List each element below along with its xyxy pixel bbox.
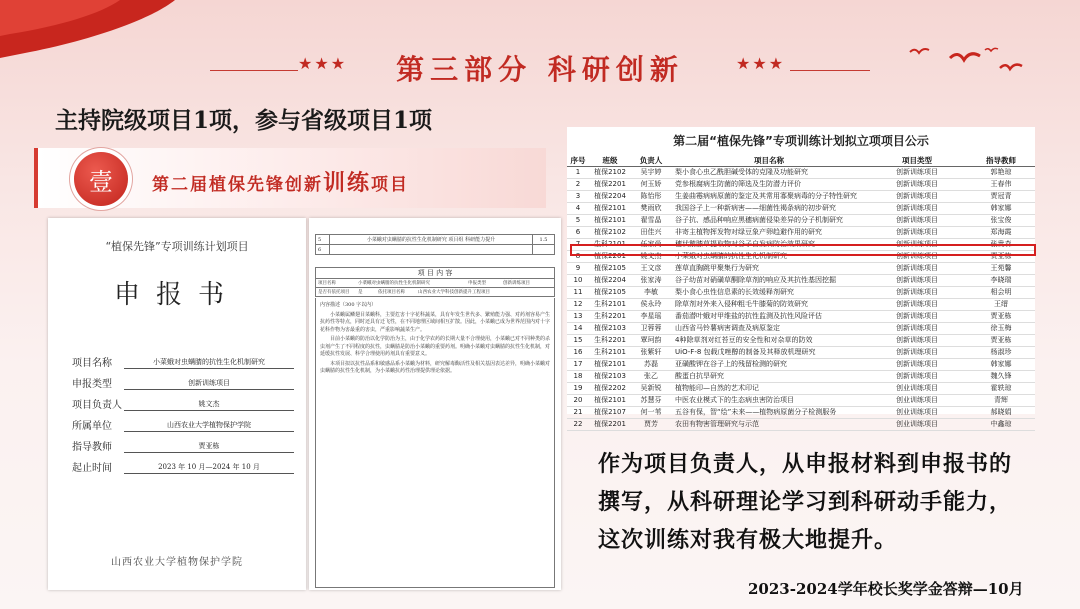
table-cell: 创新训练项目 [867, 263, 967, 275]
field-label: 申报类型 [72, 379, 112, 390]
field-label: 指导教师 [72, 442, 112, 453]
cover-footer: 山西农业大学植物保护学院 [111, 557, 243, 568]
table-cell: 18 [567, 371, 589, 383]
table-cell: 植保2105 [589, 287, 631, 299]
table-cell: 贾冠青 [967, 191, 1035, 203]
table-row [567, 359, 1035, 371]
table-cell: 生科2101 [589, 299, 631, 311]
cover-field [72, 390, 294, 411]
table-cell: 张家涛 [631, 275, 671, 287]
table-cell: 8 [567, 251, 589, 263]
table-cell: 徐玉梅 [967, 323, 1035, 335]
form-cell: 创新训练项目 [503, 281, 530, 286]
form-cell: 6 [316, 245, 330, 255]
cover-field [72, 453, 294, 474]
table-cell: 梨小食心虫乙酰胆碱受体的克隆及功能研究 [671, 167, 867, 179]
table-cell: 樊雨欣 [631, 203, 671, 215]
table-cell: 韩家娜 [967, 203, 1035, 215]
table-cell: 创新训练项目 [867, 371, 967, 383]
table-cell: 贾亚栋 [967, 251, 1035, 263]
field-label: 所属单位 [72, 421, 112, 432]
table-cell: 吴新锐 [631, 383, 671, 395]
table-cell: 创新训练项目 [867, 299, 967, 311]
table-cell: 植物能印—自然的艺术印记 [671, 383, 867, 395]
table-cell: 酸蛋白抗旱研究 [671, 371, 867, 383]
table-cell: 任家尚 [631, 239, 671, 251]
table-cell: 魏久锋 [967, 371, 1035, 383]
table-title: 第二届“植保先锋”专项训练计划拟立项项目公示 [673, 134, 929, 148]
table-cell: 除草剂对外来入侵种粗毛牛膝菊的防效研究 [671, 299, 867, 311]
table-cell: 2 [567, 179, 589, 191]
table-cell: 何玉娇 [631, 179, 671, 191]
table-cell: 贾芳 [631, 419, 671, 431]
table-cell: 植保2101 [589, 203, 631, 215]
table-row [567, 383, 1035, 395]
table-cell: 创新训练项目 [867, 359, 967, 371]
project-table [567, 155, 1035, 431]
field-value: 山西农业大学植物保护学院 [124, 420, 294, 432]
table-cell: 苏磊 [631, 359, 671, 371]
table-cell: 青辉 [967, 395, 1035, 407]
table-cell: 1 [567, 167, 589, 179]
table-cell: 农田有物害管理研究与示范 [671, 419, 867, 431]
section-title-text: 第三部分 科研创新 [396, 53, 684, 86]
table-row [567, 407, 1035, 419]
table-cell: 生姜曲霉病病原菌的鉴定及其常用寡聚病毒的分子特性研究 [671, 191, 867, 203]
table-cell: 卫蓉蓉 [631, 323, 671, 335]
application-cover-document [48, 218, 306, 590]
content-paragraph: 小菜蛾属鳞翅目菜蛾科，主要危害十字花科蔬菜，具有年发生世代多、繁殖能力强、对药剂容易产生抗药性等特点，同时还具有迁飞性，在不同地理区域间相互扩散。因此，小菜蛾已成为世界范围内对十字花科作物为害最重的害虫，严重影响蔬菜生产。 [320, 311, 551, 333]
table-cell: 李敏 [631, 287, 671, 299]
table-cell: 张紫轩 [631, 347, 671, 359]
table-cell: 贾亚栋 [967, 335, 1035, 347]
birds-decoration [890, 40, 1040, 90]
cover-field [72, 411, 294, 432]
form-cell: 山西农业大学科技创新提升工程项目 [418, 290, 490, 295]
table-cell: 中医农业模式下的生态病虫害防治项目 [671, 395, 867, 407]
table-cell: 郭艳琼 [967, 167, 1035, 179]
table-cell: 4种除草剂对红苔豆的安全性和对杂草的防效 [671, 335, 867, 347]
table-cell: 王苑馨 [967, 263, 1035, 275]
field-value: 贾亚栋 [124, 441, 294, 453]
table-cell: 创新训练项目 [867, 179, 967, 191]
table-cell: 我国谷子上一种新病害——细菌性褐条病的初步研究 [671, 203, 867, 215]
banner-suffix: 项目 [371, 175, 410, 195]
table-cell: 陈怡彤 [631, 191, 671, 203]
table-cell: 中鑫琼 [967, 419, 1035, 431]
table-cell: 创新训练项目 [867, 323, 967, 335]
form-section-head: 项 目 内 容 [315, 267, 555, 279]
form-top-table [315, 234, 555, 255]
form-cell: 是 [358, 290, 363, 295]
table-cell: 植保2103 [589, 371, 631, 383]
table-cell: 张宝俊 [967, 215, 1035, 227]
stars-right: ★★★ [736, 54, 786, 73]
table-cell: 韩家娜 [967, 359, 1035, 371]
table-cell: 创新训练项目 [867, 311, 967, 323]
cover-field [72, 348, 294, 369]
table-cell: 霍轶琼 [967, 383, 1035, 395]
table-cell: 植保2101 [589, 215, 631, 227]
form-cell: 1.5 [533, 235, 555, 245]
form-cell [533, 245, 555, 255]
table-cell: 王缙 [967, 299, 1035, 311]
number-badge: 壹 [74, 152, 128, 206]
table-cell: 创新训练项目 [867, 347, 967, 359]
table-cell: 生科2201 [589, 335, 631, 347]
column-header: 项目名称 [671, 155, 867, 167]
table-cell: 贾亚栋 [967, 311, 1035, 323]
table-cell: 创新训练项目 [867, 191, 967, 203]
table-cell: 非寄主植物挥发物对绿豆象产卵趋避作用的研究 [671, 227, 867, 239]
table-cell: 植保2201 [589, 179, 631, 191]
section-banner [34, 148, 546, 208]
table-cell: 植保2201 [589, 419, 631, 431]
table-cell: 苏慧芬 [631, 395, 671, 407]
table-row [567, 287, 1035, 299]
table-row [567, 191, 1035, 203]
table-cell: 王文彦 [631, 263, 671, 275]
field-label: 项目名称 [72, 358, 112, 369]
form-cell: 申报类型 [468, 281, 486, 286]
table-cell: 13 [567, 311, 589, 323]
cover-field [72, 432, 294, 453]
table-row [567, 215, 1035, 227]
table-cell: 亚磺酸钾在谷子上的残留检测的研究 [671, 359, 867, 371]
table-cell: UiO-F-8 包载戊唑醇的制备及其释放机理研究 [671, 347, 867, 359]
table-cell: 翟雪晶 [631, 215, 671, 227]
table-cell: 植保2102 [589, 167, 631, 179]
table-cell: 20 [567, 395, 589, 407]
table-cell: 植保2204 [589, 191, 631, 203]
table-cell: 17 [567, 359, 589, 371]
table-cell: 植保2101 [589, 359, 631, 371]
table-cell: 梨小食心虫性信息素的长效缓释剂研究 [671, 287, 867, 299]
table-cell: 创新训练项目 [867, 239, 967, 251]
content-paragraph: 本项目拟以抗性品系和敏感品系小菜蛾为材料，研究解毒酶活性及相关基因表达差异，明确小菜蛾对虫螨腈的抗性生化机制，为小菜蛾抗药性治理提供理论依据。 [320, 360, 551, 374]
table-cell: 9 [567, 263, 589, 275]
table-row [567, 347, 1035, 359]
banner-text [152, 166, 409, 197]
table-row [567, 323, 1035, 335]
table-cell: 4 [567, 203, 589, 215]
form-row [315, 279, 555, 288]
table-cell: 田佳兴 [631, 227, 671, 239]
table-cell: 3 [567, 191, 589, 203]
table-cell: 创新训练项目 [867, 227, 967, 239]
table-cell: 相会明 [967, 287, 1035, 299]
table-cell: 植保2202 [589, 383, 631, 395]
table-cell: 创业训练项目 [867, 407, 967, 419]
table-cell: 11 [567, 287, 589, 299]
form-cell: 小菜蛾对虫螨腈的抗性生化机制研究 项目组 科研能力提升 [330, 235, 533, 245]
table-cell: 5 [567, 215, 589, 227]
table-cell: 生科2201 [589, 311, 631, 323]
table-cell: 侯永玲 [631, 299, 671, 311]
table-cell: 五谷有保，智“绘”未来——植物病原菌分子检测服务 [671, 407, 867, 419]
field-value: 创新训练项目 [124, 378, 294, 390]
table-cell: 创新训练项目 [867, 275, 967, 287]
table-cell: 创新训练项目 [867, 335, 967, 347]
table-cell: 植保2105 [589, 263, 631, 275]
table-row [567, 275, 1035, 287]
table-row [567, 263, 1035, 275]
table-cell: 10 [567, 275, 589, 287]
title-line-left [210, 70, 298, 71]
table-cell: 张贵森 [967, 239, 1035, 251]
table-cell: 植保2102 [589, 227, 631, 239]
table-header-row [567, 155, 1035, 167]
table-cell: 7 [567, 239, 589, 251]
form-row [315, 288, 555, 297]
table-cell: 王春伟 [967, 179, 1035, 191]
table-cell: 山西省马铃薯病害调查及病原鉴定 [671, 323, 867, 335]
table-cell: 植保2107 [589, 407, 631, 419]
table-row [567, 227, 1035, 239]
column-header: 负责人 [631, 155, 671, 167]
highlight-box [570, 244, 1036, 256]
table-cell: 姚文杰 [631, 251, 671, 263]
table-cell: 创新训练项目 [867, 215, 967, 227]
table-row [567, 395, 1035, 407]
table-cell: 番茄潜叶蛾对甲维盐的抗性监测及抗性风险评估 [671, 311, 867, 323]
table-cell: 郝晓娟 [967, 407, 1035, 419]
application-content-document [309, 218, 561, 590]
field-value: 2023 年 10 月—2024 年 10 月 [124, 462, 294, 474]
page-subtitle: 主持院级项目1项，参与省级项目1项 [55, 107, 433, 134]
stars-left: ★★★ [298, 54, 348, 73]
form-cell: 依托项目名称 [378, 290, 405, 295]
table-cell: 生科2101 [589, 347, 631, 359]
column-header: 序号 [567, 155, 589, 167]
table-cell: 创业训练项目 [867, 383, 967, 395]
table-cell: 创新训练项目 [867, 287, 967, 299]
form-cell [330, 245, 533, 255]
table-row [567, 179, 1035, 191]
table-row [567, 419, 1035, 431]
cover-fields [72, 348, 294, 474]
table-cell: 14 [567, 323, 589, 335]
field-value: 小菜蛾对虫螨腈的抗性生化机制研究 [124, 357, 294, 369]
table-row [567, 371, 1035, 383]
table-cell: 何一苇 [631, 407, 671, 419]
table-row [567, 335, 1035, 347]
table-cell: 杨淑珍 [967, 347, 1035, 359]
form-cell: 小菜蛾对虫螨腈的抗性生化机制研究 [358, 281, 430, 286]
cover-field [72, 369, 294, 390]
column-header: 项目类型 [867, 155, 967, 167]
table-cell: 22 [567, 419, 589, 431]
table-cell: 生科2101 [589, 239, 631, 251]
table-cell: 15 [567, 335, 589, 347]
banner-prefix: 第二届植保先锋创新 [152, 175, 323, 195]
table-cell: 郑海霞 [967, 227, 1035, 239]
table-cell: 6 [567, 227, 589, 239]
table-cell: 植保2201 [589, 251, 631, 263]
table-cell: 张乙 [631, 371, 671, 383]
table-cell: 16 [567, 347, 589, 359]
table-cell: 穗状鹅膝草提取物对谷子白发病防治效果研究 [671, 239, 867, 251]
column-header: 班级 [589, 155, 631, 167]
content-label: 内容描述（300 字以内） [320, 302, 377, 308]
table-cell: 李星瑶 [631, 311, 671, 323]
table-cell: 植保2103 [589, 323, 631, 335]
table-cell: 12 [567, 299, 589, 311]
table-cell: 覃珂韵 [631, 335, 671, 347]
table-row [567, 311, 1035, 323]
table-cell: 小菜蛾对虫螨腈的抗性生化机制研究 [671, 251, 867, 263]
table-cell: 植保2204 [589, 275, 631, 287]
summary-quote: 作为项目负责人，从申报材料到申报书的撰写，从科研理论学习到科研动手能力，这次训练对我有极大地提升。 [598, 451, 1013, 553]
field-label: 项目负责人 [72, 400, 122, 411]
field-label: 起止时间 [72, 463, 112, 474]
cover-title: 申报书 [113, 280, 240, 310]
table-row [567, 167, 1035, 179]
column-header: 指导教师 [967, 155, 1035, 167]
footer-caption: 2023-2024学年校长奖学金答辩—10月 [748, 580, 1024, 598]
cover-header: “植保先锋”专项训练计划项目 [105, 240, 249, 253]
table-cell: 植保2101 [589, 395, 631, 407]
field-value: 姚文杰 [124, 399, 294, 411]
table-cell: 党参根腐病生防菌的筛选及生防潜力评价 [671, 179, 867, 191]
table-cell: 创新训练项目 [867, 203, 967, 215]
table-row [567, 203, 1035, 215]
table-cell: 谷子幼苗对硝磺草酮除草剂的响应及其抗性基因挖掘 [671, 275, 867, 287]
table-row [567, 299, 1035, 311]
banner-emphasis: 训练 [323, 170, 372, 196]
table-cell: 创业训练项目 [867, 419, 967, 431]
table-cell: 创新训练项目 [867, 167, 967, 179]
form-content-body [315, 298, 555, 588]
form-cell: 项目名称 [318, 281, 336, 286]
form-cell: 是否有依托项目 [318, 290, 350, 295]
table-cell: 莲草直胸跳甲聚集行为研究 [671, 263, 867, 275]
table-cell: 谷子抗、感品种响应黑穗病菌侵染差异的分子机制研究 [671, 215, 867, 227]
title-line-right [790, 70, 870, 71]
table-cell: 创新训练项目 [867, 251, 967, 263]
table-cell: 21 [567, 407, 589, 419]
table-cell: 吴宇婷 [631, 167, 671, 179]
table-cell: 李晓瑞 [967, 275, 1035, 287]
table-cell: 创业训练项目 [867, 395, 967, 407]
form-cell: 5 [316, 235, 330, 245]
content-paragraph: 目前小菜蛾的防治以化学防治为主，由于化学农药的长期大量不合理使用，小菜蛾已对不同种类的杀虫剂产生了不同程度的抗性，虫螨腈是防治小菜蛾的重要药剂。明确小菜蛾对虫螨腈的抗性生化机制，对延缓抗性发展、科学合理使用药剂具有重要意义。 [320, 336, 551, 357]
table-cell: 19 [567, 383, 589, 395]
project-announcement-table [567, 127, 1035, 428]
